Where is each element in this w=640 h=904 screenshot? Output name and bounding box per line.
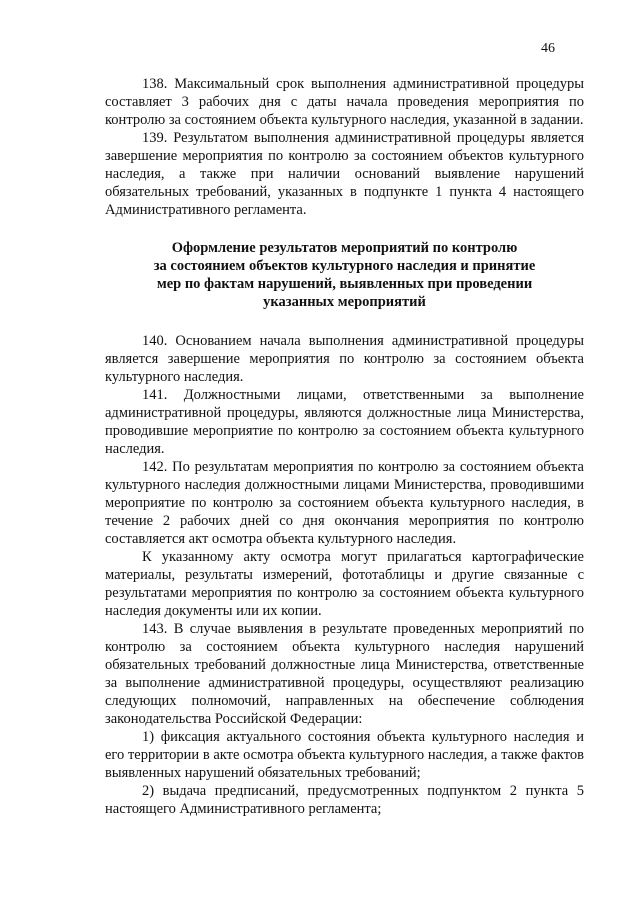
- paragraph-142: 142. По результатам мероприятия по контролю за состоянием объекта культурного наследия должностными лицами Министерства, проводившими мероприятие по контролю за состоянием объекта культурного наследия, в течение 2 рабочих дней со дня окончания мероприятия по контролю составляется акт осмотра объекта культурного наследия.: [105, 459, 584, 547]
- paragraph-142-attachments: К указанному акту осмотра могут прилагаться картографические материалы, результаты измерений, фототаблицы и другие связанные с результатами мероприятия по контролю за состоянием объекта культурного наследия документы или их копии.: [105, 549, 584, 619]
- paragraph-138: 138. Максимальный срок выполнения административной процедуры составляет 3 рабочих дня с даты начала проведения мероприятия по контролю за состоянием объекта культурного наследия, указанной в задании.: [105, 76, 584, 128]
- document-body: [105, 75, 584, 818]
- section-heading-line: мер по фактам нарушений, выявленных при проведении: [156, 276, 533, 292]
- paragraph-140: 140. Основанием начала выполнения административной процедуры является завершение мероприятия по контролю за состоянием объекта культурного наследия.: [105, 333, 584, 385]
- paragraph-139: 139. Результатом выполнения административной процедуры является завершение мероприятия по контролю за состоянием объектов культурного наследия, а также при наличии оснований выявление нарушений обязательных требований, указанных в подпункте 1 пункта 4 настоящего Административного регламента.: [105, 130, 584, 218]
- paragraph-143: 143. В случае выявления в результате проведенных мероприятий по контролю за состоянием объекта культурного наследия нарушений обязательных требований должностные лица Министерства, ответственные за выполнение административной процедуры, осуществляют реализацию следующих полномочий, направленных на обеспечение соблюдения законодательства Российской Федерации:: [105, 621, 584, 727]
- section-heading: [105, 239, 584, 311]
- section-heading-line: за состоянием объектов культурного наследия и принятие: [153, 258, 536, 274]
- list-item-1: 1) фиксация актуального состояния объекта культурного наследия и его территории в акте осмотра объекта культурного наследия, а также фактов выявленных нарушений обязательных требований;: [105, 729, 584, 781]
- section-heading-line: указанных мероприятий: [263, 294, 426, 310]
- section-heading-line: Оформление результатов мероприятий по контролю: [171, 240, 518, 256]
- paragraph-141: 141. Должностными лицами, ответственными за выполнение административной процедуры, являются должностные лица Министерства, проводившие мероприятие по контролю за состоянием объекта культурного наследия.: [105, 387, 584, 457]
- page-number: 46: [541, 41, 555, 56]
- list-item-2: 2) выдача предписаний, предусмотренных подпунктом 2 пункта 5 настоящего Административного регламента;: [105, 783, 584, 817]
